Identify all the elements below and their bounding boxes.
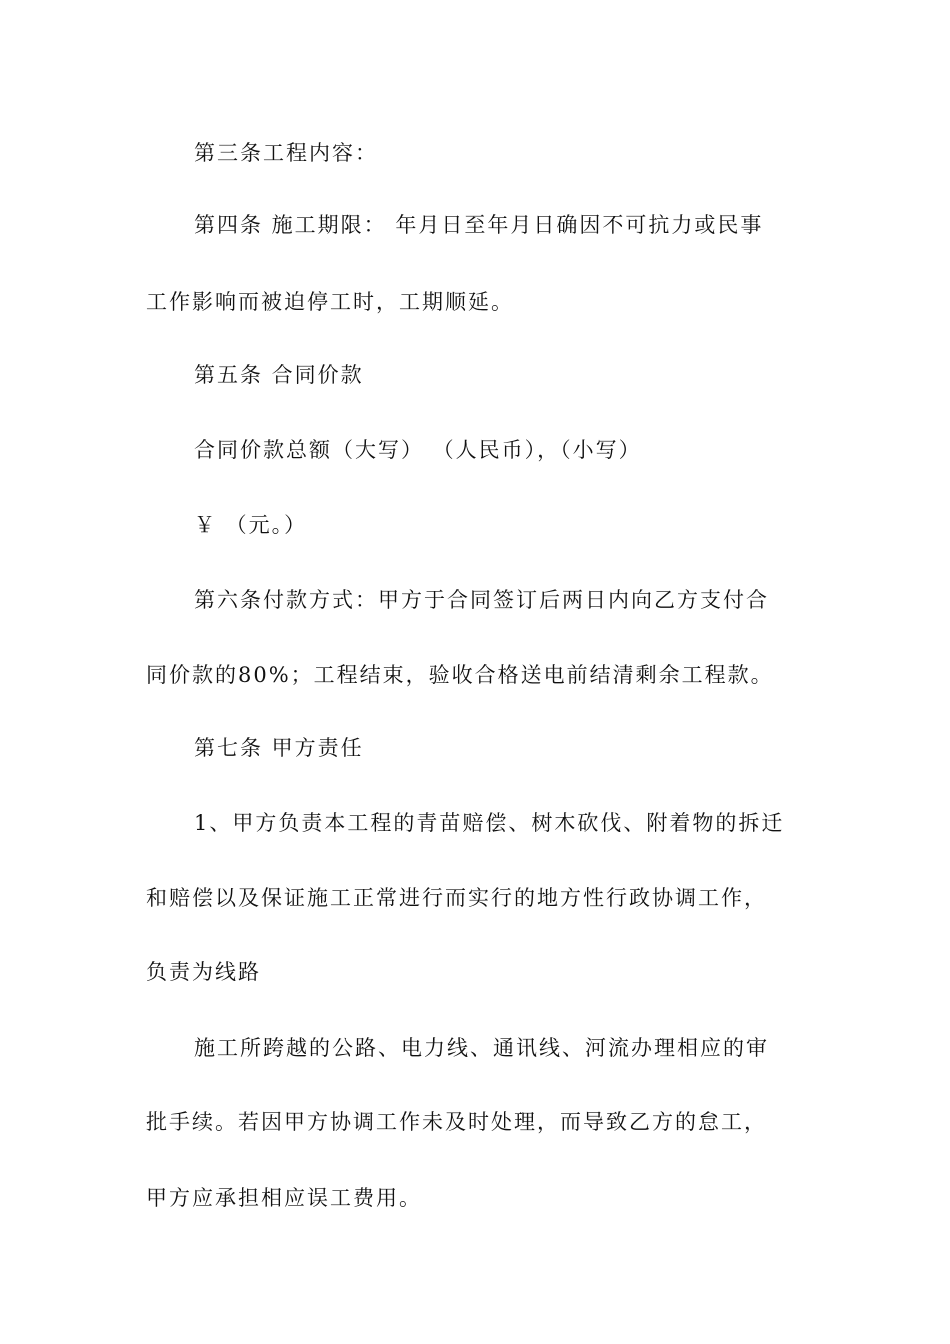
article-4-line-1: 第四条 施工期限： 年月日至年月日确因不可抗力或民事 bbox=[194, 213, 764, 237]
article-3-heading: 第三条工程内容： bbox=[194, 141, 378, 165]
article-7-item-1-line-6: 甲方应承担相应误工费用。 bbox=[146, 1186, 422, 1210]
article-6-line-1: 第六条付款方式：甲方于合同签订后两日内向乙方支付合 bbox=[194, 588, 769, 612]
article-7-heading: 第七条 甲方责任 bbox=[194, 736, 364, 760]
article-5-heading: 第五条 合同价款 bbox=[194, 363, 364, 387]
article-7-item-1-line-1: 1、甲方负责本工程的青苗赔偿、树木砍伐、附着物的拆迁 bbox=[194, 811, 785, 835]
article-7-item-1-line-4: 施工所跨越的公路、电力线、通讯线、河流办理相应的审 bbox=[194, 1036, 769, 1060]
article-7-item-1-line-2: 和赔偿以及保证施工正常进行而实行的地方性行政协调工作， bbox=[146, 886, 767, 910]
article-7-item-1-line-3: 负责为线路 bbox=[146, 960, 261, 984]
yuan-amount-line: ￥ （元。） bbox=[194, 513, 308, 537]
article-4-line-2: 工作影响而被迫停工时，工期顺延。 bbox=[146, 290, 514, 314]
contract-total-line: 合同价款总额（大写） （人民币），（小写） bbox=[194, 438, 642, 462]
article-7-item-1-line-5: 批手续。若因甲方协调工作未及时处理，而导致乙方的怠工， bbox=[146, 1110, 767, 1134]
article-6-line-2: 同价款的80%；工程结束，验收合格送电前结清剩余工程款。 bbox=[146, 663, 774, 687]
